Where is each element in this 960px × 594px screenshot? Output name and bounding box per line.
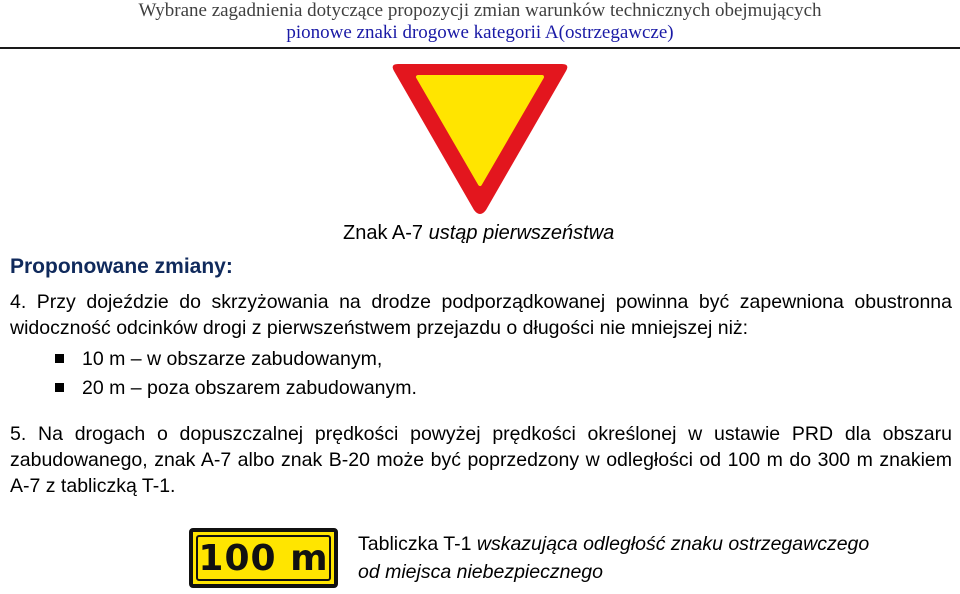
plate-caption-italic-1: wskazująca odległość znaku ostrzegawczego (476, 533, 870, 555)
plate-caption-line-2: od miejsca niebezpiecznego (358, 561, 603, 583)
paragraph-4: 4. Przy dojeździe do skrzyżowania na drodze podporządkowanej powinna być zapewniona obustronna widoczność odcinków drogi z pierwszeństwem przejazdu o długości nie mniejszej niż: (10, 291, 952, 339)
bullet-list (55, 345, 417, 403)
plate-caption-line-1 (358, 530, 869, 558)
list-item-text: 10 m – w obszarze zabudowanym, (82, 348, 383, 370)
plate-caption (358, 530, 869, 586)
sign-caption-prefix: Znak A-7 (343, 222, 429, 244)
square-bullet-icon (55, 354, 64, 363)
square-bullet-icon (55, 383, 64, 392)
list-item (55, 374, 417, 403)
header-divider (0, 47, 960, 49)
section-title: Proponowane zmiany: (10, 255, 233, 278)
header-line-1: Wybrane zagadnienia dotyczące propozycji zmian warunków technicznych obejmujących (138, 0, 822, 21)
distance-plate-t1 (189, 528, 338, 588)
header-line-2: pionowe znaki drogowe kategorii A(ostrzegawcze) (286, 22, 674, 43)
plate-caption-prefix: Tabliczka T-1 (358, 533, 477, 555)
plate-text: 100 m (196, 535, 331, 581)
sign-caption-italic: ustąp pierwszeństwa (428, 222, 615, 244)
paragraph-5: 5. Na drogach o dopuszczalnej prędkości powyżej prędkości określonej w ustawie PRD dla obszaru zabudowanego, znak A-7 albo znak B-20 może być poprzedzony w odległości od 100 m do 300 m znakiem A-7 z tabliczką T-1. (10, 423, 952, 497)
sign-caption (343, 222, 614, 245)
list-item (55, 345, 417, 374)
yield-sign-a7-icon (390, 58, 570, 223)
list-item-text: 20 m – poza obszarem zabudowanym. (82, 377, 417, 399)
